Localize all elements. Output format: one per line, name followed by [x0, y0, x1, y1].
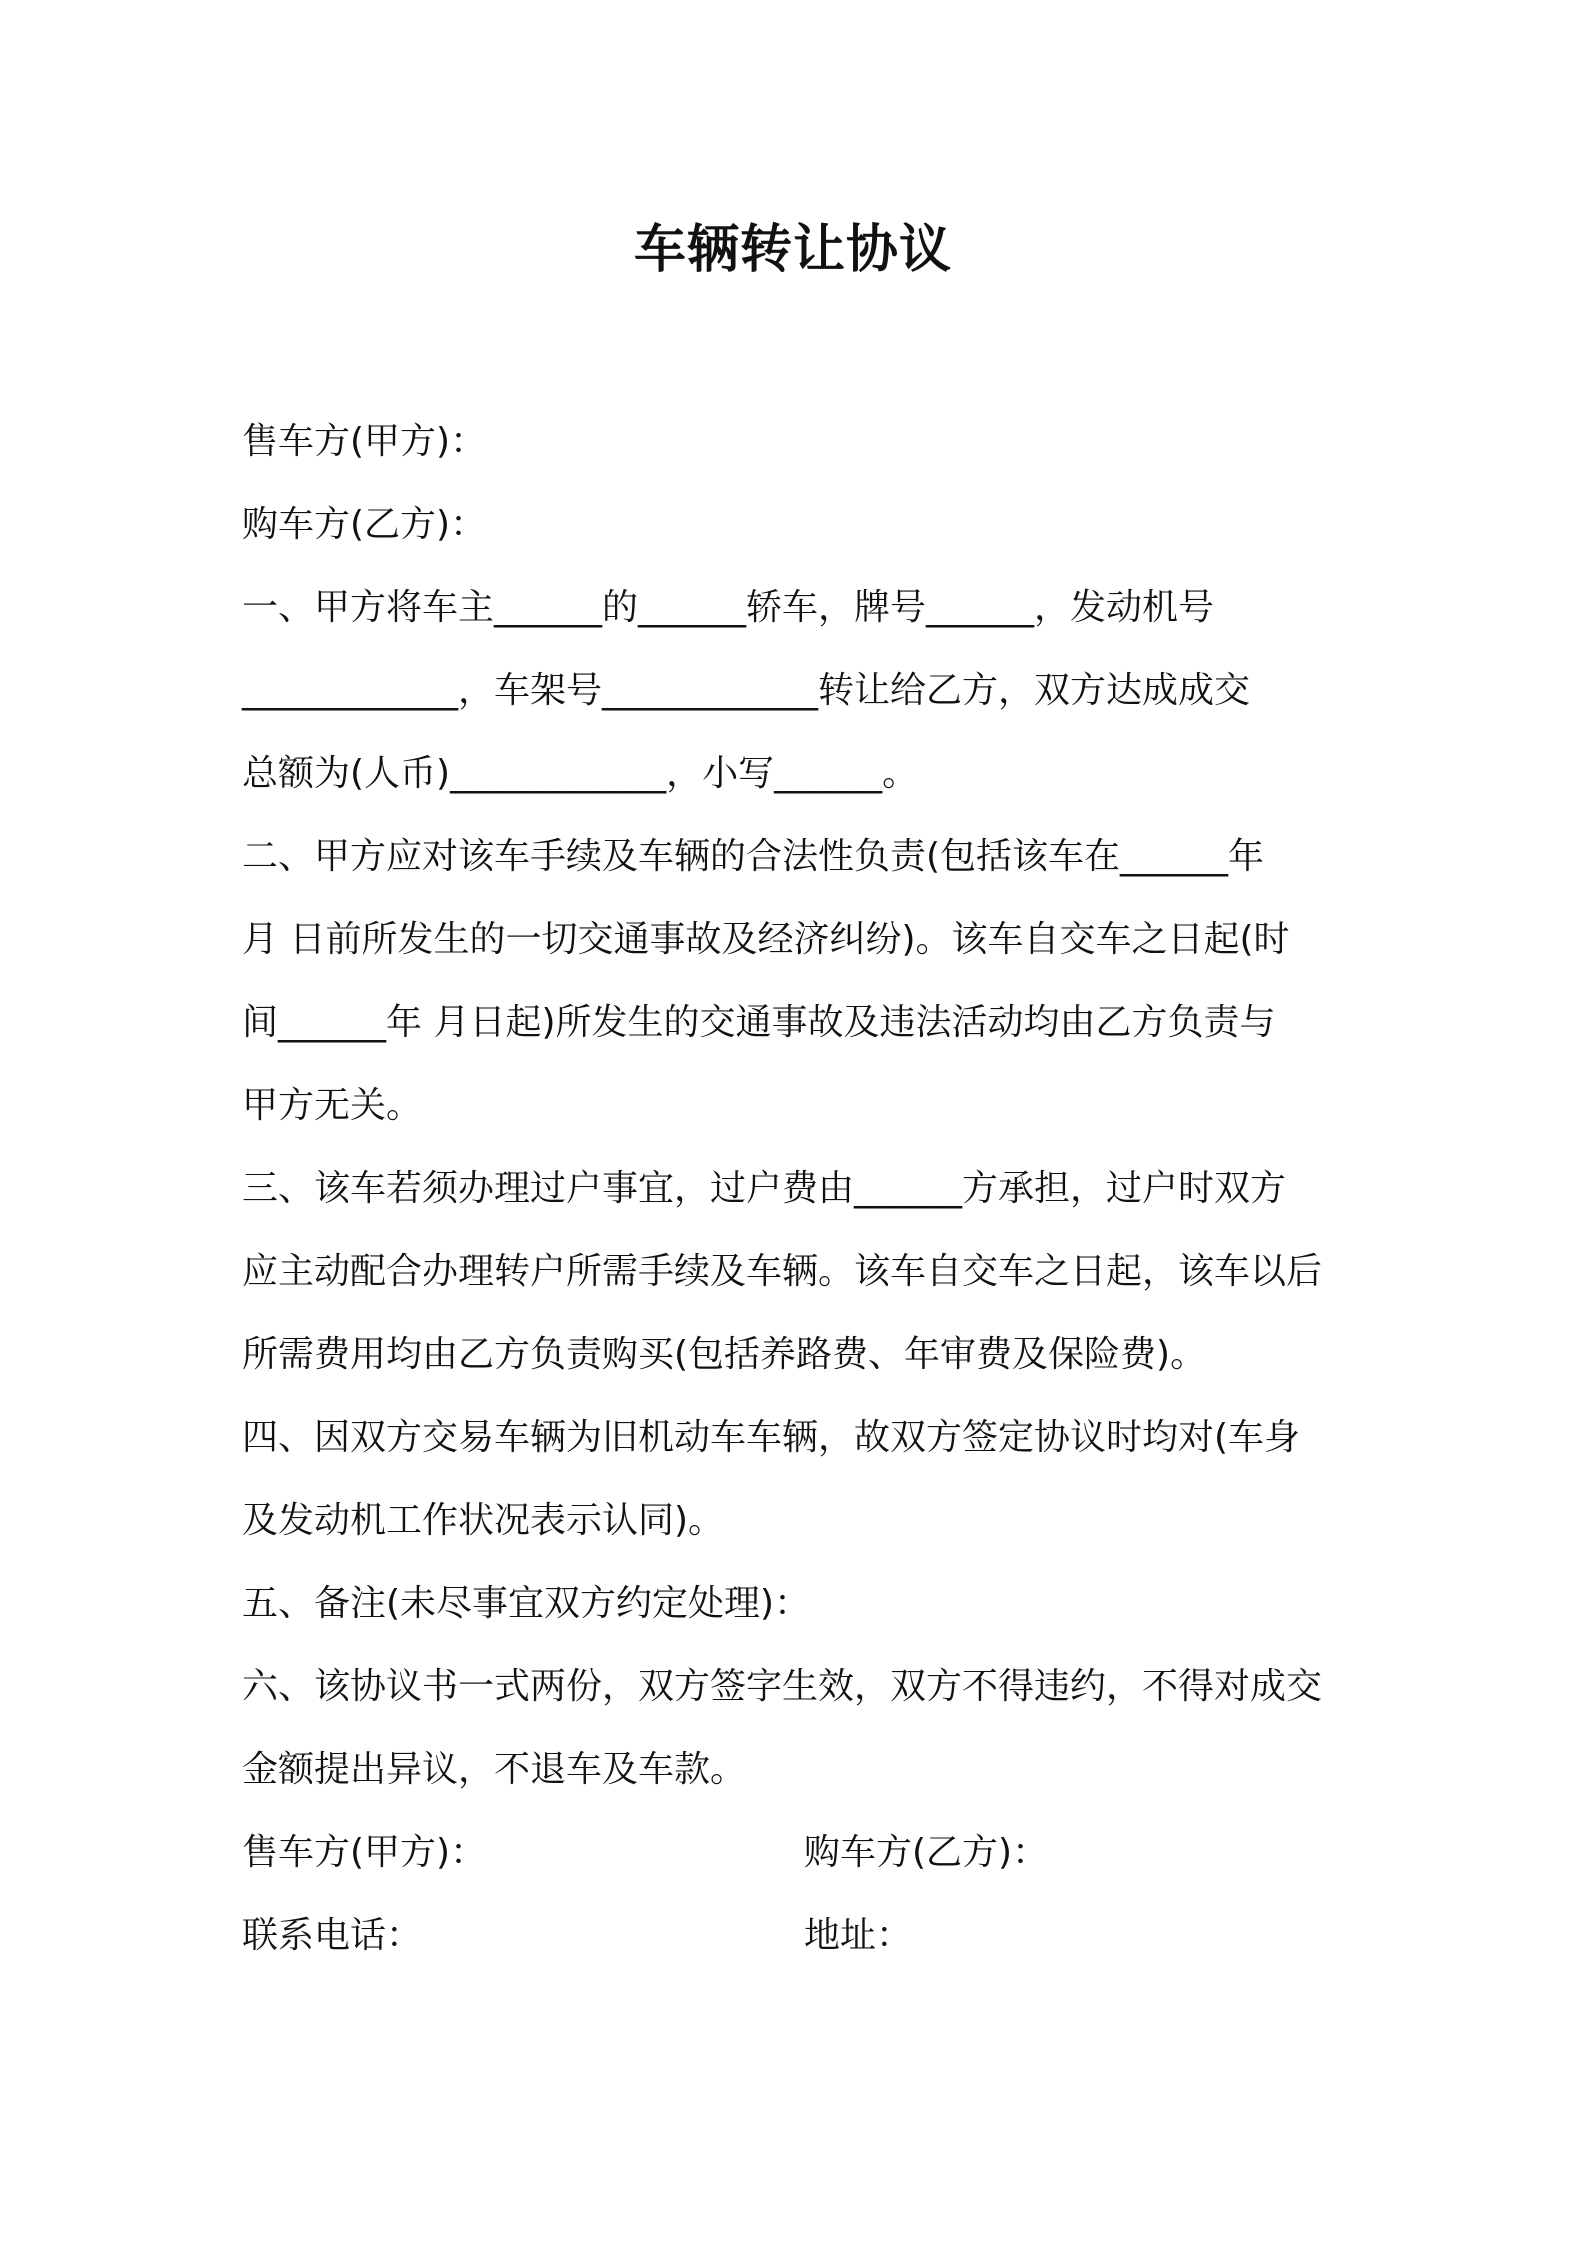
clause-3-line-1: 三、该车若须办理过户事宜，过户费由______方承担，过户时双方 — [242, 1168, 1287, 1209]
clause-6-line-2: 金额提出异议，不退车及车款。 — [242, 1749, 747, 1790]
clause-6-line-1: 六、该协议书一式两份，双方签字生效，双方不得违约，不得对成交 — [242, 1666, 1323, 1707]
clause-2-line-1: 二、甲方应对该车手续及车辆的合法性负责(包括该车在______年 — [242, 836, 1265, 877]
document-title: 车辆转让协议 — [633, 220, 952, 280]
clause-3-line-3: 所需费用均由乙方负责购买(包括养路费、年审费及保险费)。 — [242, 1334, 1207, 1375]
clause-1-line-2: ____________，车架号____________转让给乙方，双方达成成交 — [242, 670, 1251, 711]
clause-1-line-1: 一、甲方将车主______的______轿车，牌号______，发动机号 — [242, 587, 1215, 628]
clause-2-line-4: 甲方无关。 — [242, 1085, 423, 1126]
clause-3-line-2: 应主动配合办理转户所需手续及车辆。该车自交车之日起，该车以后 — [242, 1251, 1323, 1292]
seller-line: 售车方(甲方)： — [242, 421, 487, 462]
clause-2-line-3: 间______年 月日起)所发生的交通事故及违法活动均由乙方负责与 — [242, 1002, 1276, 1043]
clause-5-line-1: 五、备注(未尽事宜双方约定处理)： — [242, 1583, 811, 1624]
signature-row-1 — [242, 1811, 1362, 1894]
clause-4-line-1: 四、因双方交易车辆为旧机动车车辆，故双方签定协议时均对(车身 — [242, 1417, 1301, 1458]
clause-2-line-2: 月 日前所发生的一切交通事故及经济纠纷)。该车自交车之日起(时 — [242, 919, 1290, 960]
buyer-line: 购车方(乙方)： — [242, 504, 487, 545]
buyer-signature-label: 购车方(乙方)： — [804, 1832, 1049, 1873]
clause-1-line-3: 总额为(人币)____________，小写______。 — [242, 753, 919, 794]
document-body — [242, 400, 1362, 1977]
seller-signature-label: 售车方(甲方)： — [242, 1832, 487, 1873]
clause-4-line-2: 及发动机工作状况表示认同)。 — [242, 1500, 725, 1541]
signature-row-2 — [242, 1894, 1362, 1977]
phone-label: 联系电话： — [242, 1915, 423, 1956]
address-label: 地址： — [804, 1915, 913, 1956]
